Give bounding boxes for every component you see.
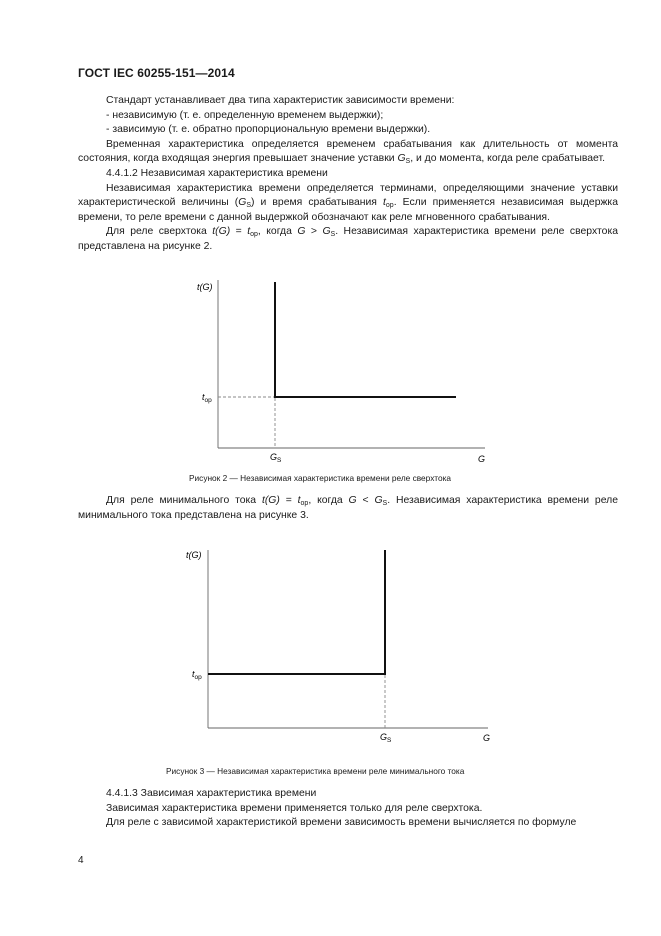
intro-list-item-2: - зависимую (т. е. обратно пропорциональную времени выдержки). xyxy=(106,124,431,135)
tick-x-label: $G_S$ xyxy=(380,732,392,744)
between-block xyxy=(78,494,618,523)
figure-3-diagram xyxy=(170,540,505,745)
tick-y-label: $t_{op}$ xyxy=(202,392,212,404)
section-4413-title: 4.4.1.3 Зависимая характеристика времени xyxy=(106,788,317,799)
intro-list-item-1: - независимую (т. е. определенную временем выдержки); xyxy=(106,109,384,121)
page-number: 4 xyxy=(78,855,84,866)
section-4413-paragraph-2: Для реле с зависимой характеристикой времени зависимость времени вычисляется по формуле xyxy=(106,817,577,828)
y-axis-label: t(G) xyxy=(186,550,202,560)
intro-paragraph-1: Стандарт устанавливает два типа характеристик зависимости времени: xyxy=(106,95,455,106)
figure-3-caption: Рисунок 3 — Независимая характеристика времени реле минимального тока xyxy=(166,766,465,776)
figure-2-diagram xyxy=(180,272,510,472)
section-4412-paragraph-1: Независимая характеристика времени определяется терминами, определяющими значение уставки характеристической величины $(G_S)$ и время срабатывания $t_{op}$. Если применяется независимая выдержка времени, то реле времени с данной выдержкой обозначают как реле мгновенного срабатывания. xyxy=(78,182,618,223)
tick-x-label: $G_S$ xyxy=(270,452,282,464)
document-header: ГОСТ IEC 60255-151—2014 xyxy=(78,66,235,80)
x-axis-label: G xyxy=(483,733,491,743)
figure-2-caption: Рисунок 2 — Независимая характеристика времени реле сверхтока xyxy=(189,473,451,483)
section-4412-paragraph-2: Для реле сверхтока $t(G) = t_{op}$, когда $G > G_S$. Независимая характеристика времени реле сверхтока представлена на рисунке 2. xyxy=(78,226,618,252)
x-axis-label: G xyxy=(478,454,486,464)
tick-y-label: $t_{op}$ xyxy=(192,669,202,681)
y-axis-label: t(G) xyxy=(197,282,213,292)
section-4413-paragraph-1: Зависимая характеристика времени применяется только для реле сверхтока. xyxy=(106,802,483,814)
section-4412 xyxy=(78,167,618,254)
intro-block xyxy=(78,94,618,167)
between-paragraph: Для реле минимального тока $t(G) = t_{op}$, когда $G < G_S$. Независимая характеристика времени реле минимального тока представлена на рисунке 3. xyxy=(78,495,618,521)
section-4413 xyxy=(78,787,618,831)
intro-paragraph-2: Временная характеристика определяется временем срабатывания как длительность от момента состояния, когда входящая энергия превышает значение уставки $G_S$, и до момента, когда реле срабатывает. xyxy=(78,138,618,165)
section-4412-title: 4.4.1.2 Независимая характеристика времени xyxy=(106,168,328,179)
